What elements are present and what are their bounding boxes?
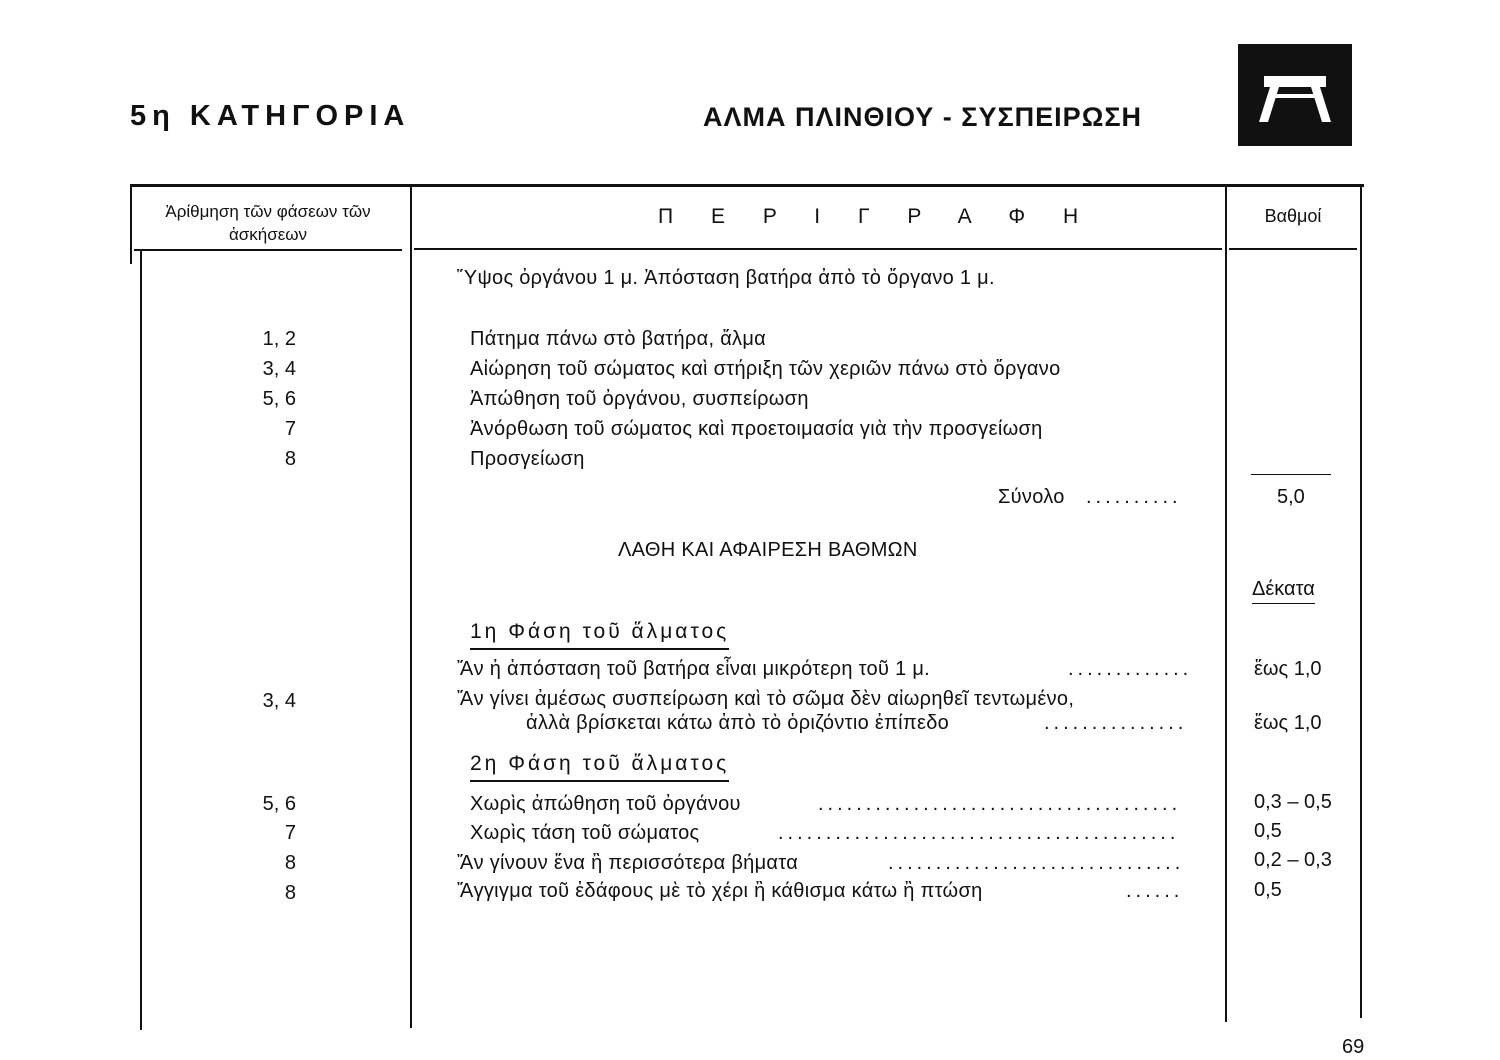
leader-dots: ...................................... [818,793,1182,815]
leader-dots: .......................................... [778,822,1180,844]
phase-number: 3, 4 [262,358,296,380]
deduction-item-continued: ἀλλὰ βρίσκεται κάτω ἀπὸ τὸ ὁριζόντιο ἐπίπεδο [526,712,950,734]
phase-number: 7 [284,418,296,440]
phase-1-heading: 1η Φάση τοῦ ἅλματος [470,620,729,650]
phases-column-header: Ἀρίθμηση τῶν φάσεων τῶν ἀσκήσεων [165,202,371,244]
phase-number: 8 [284,882,296,904]
total-value: 5,0 [1277,486,1305,508]
total-label: Σύνολο [998,486,1065,508]
total-rule [1251,474,1331,475]
phase-number: 8 [284,852,296,874]
points-column-left-rule [1225,186,1227,1022]
phase-description: Αἰώρηση τοῦ σώματος καὶ στήριξη τῶν χεριῶν πάνω στὸ ὄργανο [470,358,1061,380]
deduction-value: 0,5 [1254,820,1282,842]
description-column-header: Π Ε Ρ Ι Γ Ρ Α Φ Η [658,205,1095,228]
phase-number: 3, 4 [262,690,296,712]
phase-number: 5, 6 [262,793,296,815]
phase-column-left-rule [140,250,142,1030]
points-column-header: Βαθμοί [1264,206,1322,226]
phase-number: 8 [284,448,296,470]
apparatus-note: Ὕψος ὀργάνου 1 μ. Ἀπόσταση βατήρα ἀπὸ τὸ ὄργανο 1 μ. [457,267,995,289]
phase-description: Ἀνόρθωση τοῦ σώματος καὶ προετοιμασία γιὰ τὴν προσγείωση [470,418,1043,440]
tenths-label: Δέκατα [1252,578,1315,604]
phase-description: Πάτημα πάνω στὸ βατήρα, ἄλμα [470,328,767,350]
exercise-title: ΑΛΜΑ ΠΛΙΝΘΙΟΥ - ΣΥΣΠΕΙΡΩΣΗ [703,102,1143,132]
header-rule-left [134,249,402,251]
leader-dots: ............... [1044,712,1188,734]
leader-dots: ............. [1068,658,1192,680]
phase-column-right-rule [410,186,412,1028]
deduction-value: 0,3 – 0,5 [1254,791,1332,813]
deduction-item: Ἄν γίνει ἀμέσως συσπείρωση καὶ τὸ σῶμα δὲν αἰωρηθεῖ τεντωμένο, [457,688,1075,710]
leader-dots: ...... [1126,880,1184,902]
phase-number: 7 [284,822,296,844]
header-rule-right [1229,248,1357,250]
vaulting-box-icon [1238,44,1352,146]
phase-number: 1, 2 [262,328,296,350]
deduction-value: ἕως 1,0 [1254,712,1322,734]
phase-description: Ἀπώθηση τοῦ ὀργάνου, συσπείρωση [470,388,809,410]
deduction-item: Ἄν γίνουν ἕνα ἢ περισσότερα βήματα [457,852,799,874]
deduction-item: Ἄγγιγμα τοῦ ἐδάφους μὲ τὸ χέρι ἢ κάθισμα κάτω ἢ πτώση [457,880,983,902]
deduction-value: 0,5 [1254,879,1282,901]
errors-section-title: ΛΑΘΗ ΚΑΙ ΑΦΑΙΡΕΣΗ ΒΑΘΜΩΝ [618,539,918,561]
header-rule-middle [414,248,1222,250]
page-number: 69 [1342,1036,1365,1058]
phase-number: 5, 6 [262,388,296,410]
table-left-rule [130,184,132,264]
leader-dots: .......... [1086,486,1182,508]
phase-2-heading: 2η Φάση τοῦ ἅλματος [470,752,729,782]
table-top-rule [130,184,1364,187]
category-title: 5η ΚΑΤΗΓΟΡΙΑ [130,100,411,132]
phase-description: Προσγείωση [470,448,585,470]
deduction-value: ἕως 1,0 [1254,658,1322,680]
table-right-rule [1360,184,1362,1018]
deduction-item: Χωρὶς τάση τοῦ σώματος [470,822,700,844]
deduction-item: Χωρὶς ἀπώθηση τοῦ ὀργάνου [470,793,741,815]
deduction-item: Ἄν ἡ ἀπόσταση τοῦ βατήρα εἶναι μικρότερη τοῦ 1 μ. [457,658,931,680]
leader-dots: ............................... [888,852,1185,874]
deduction-value: 0,2 – 0,3 [1254,849,1332,871]
